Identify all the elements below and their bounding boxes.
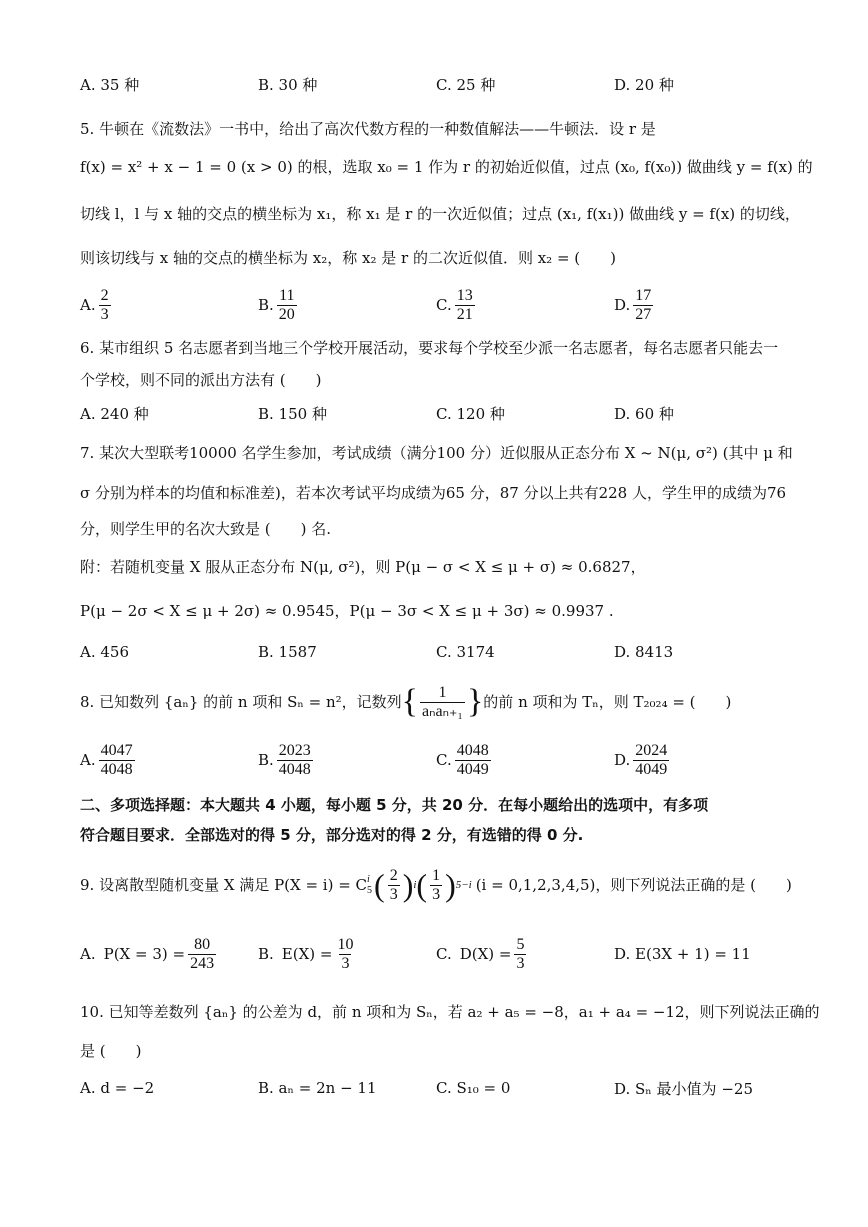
q10-option-c: C. S₁₀ = 0 [436,1079,511,1097]
right-brace: } [466,683,484,720]
fraction-denominator: 20 [278,305,295,323]
q6-line2: 个学校，则不同的派出方法有 ( ) [80,371,322,389]
q4-option-a: A. 35 种 [80,75,140,94]
fraction-numerator: 4048 [456,741,489,759]
left-paren: ( [374,867,385,903]
q9-option-c-expr: D(X) = [459,945,512,963]
q7-note-line1: 附：若随机变量 X 服从正态分布 N(μ, σ²)，则 P(μ − σ < X ≤ μ + σ) ≈ 0.6827， [80,558,646,576]
q5-option-b [258,285,300,325]
q6-option-b: B. 150 种 [258,404,327,423]
q8-prefix: 8. 已知数列 {aₙ} 的前 n 项和 Sₙ = n²，记数列 [80,693,402,711]
q8-option-c [436,740,494,780]
q7-note-line2: P(μ − 2σ < X ≤ μ + 2σ) ≈ 0.9545，P(μ − 3σ < X ≤ μ + 3σ) ≈ 0.9937 . [80,602,614,620]
combination-subscript: 5 [367,885,373,896]
fraction-denominator: 21 [456,305,473,323]
q9-prefix: 9. 设离散型随机变量 X 满足 P(X = i) = C [80,876,368,894]
fraction-denominator: 3 [432,885,441,903]
q10-option-b: B. aₙ = 2n − 11 [258,1079,377,1097]
q9-stem [80,862,792,908]
q9-factor-1 [374,867,416,904]
q8-option-c-fraction [455,742,491,779]
fraction-denominator: 4049 [456,760,489,778]
q6-options [80,393,800,433]
fraction-numerator: 2 [100,286,109,304]
q10-option-d: D. Sₙ 最小值为 −25 [614,1079,753,1098]
section2-heading-line1: 二、多项选择题：本大题共 4 小题，每小题 5 分，共 20 分．在每小题给出的选项中，有多项 [80,796,709,814]
fraction-denominator: 27 [635,305,652,323]
q5-option-a [80,285,114,325]
fraction-denominator: 4048 [100,760,133,778]
q8-option-a-label: A. [80,751,96,769]
q6-option-c: C. 120 种 [436,404,505,423]
q9-option-b [258,932,358,976]
q5-option-d-label: D. [614,296,631,314]
q9-option-c [436,932,529,976]
q8-option-a [80,740,138,780]
q7-line1: 7. 某次大型联考10000 名学生参加，考试成绩（满分100 分）近似服从正态分布 X ~ N(μ, σ²) (其中 μ 和 [80,444,793,462]
q9-factor-1-fraction [388,867,400,904]
q5-line1: 5. 牛顿在《流数法》一书中，给出了高次代数方程的一种数值解法——牛顿法．设 r 是 [80,120,656,138]
fraction-numerator: 4047 [100,741,133,759]
q10-line1: 10. 已知等差数列 {aₙ} 的公差为 d，前 n 项和为 Sₙ，若 a₂ + a₅ = −8，a₁ + a₄ = −12，则下列说法正确的 [80,1003,820,1021]
q9-suffix: (i = 0,1,2,3,4,5)，则下列说法正确的是 ( ) [475,876,792,894]
fraction-numerator: 13 [456,286,473,304]
fraction-denominator: 243 [190,954,215,972]
q8-option-d-label: D. [614,751,631,769]
fraction-numerator: 2024 [635,741,668,759]
q4-option-d: D. 20 种 [614,75,674,94]
q5-option-b-fraction [277,287,297,324]
q7-line3: 分，则学生甲的名次大致是 ( ) 名. [80,520,332,538]
q10-line2: 是 ( ) [80,1042,142,1060]
right-paren: ) [402,867,414,903]
q8-option-a-fraction [99,742,135,779]
q5-option-c-fraction [455,287,475,324]
q9-option-d: D. E(3X + 1) = 11 [614,945,751,963]
fraction-denominator: aₙaₙ₊₁ [421,702,463,720]
q4-option-b: B. 30 种 [258,75,318,94]
q9-option-b-fraction [335,936,355,973]
q9-option-c-fraction [514,936,526,973]
combination-superscript: i [367,874,370,885]
q8-option-c-label: C. [436,751,452,769]
q9-option-a-fraction [188,936,216,973]
q8-sequence [402,684,484,721]
q9-option-b-label: B. [258,945,274,963]
q9-combination-indices [367,874,372,896]
fraction-numerator: 2 [389,866,398,884]
q9-exponent-1: i [413,879,417,891]
q9-options [80,932,800,976]
q8-option-b-label: B. [258,751,274,769]
q6-line1: 6. 某市组织 5 名志愿者到当地三个学校开展活动，要求每个学校至少派一名志愿者，每名志愿者只能去一 [80,339,779,357]
q8-option-b [258,740,316,780]
left-paren: ( [416,867,428,903]
q9-exponent-2: 5−i [455,879,472,891]
fraction-denominator: 4049 [635,760,668,778]
q5-line3: 切线 l，l 与 x 轴的交点的横坐标为 x₁，称 x₁ 是 r 的一次近似值；过点 (x₁, f(x₁)) 做曲线 y = f(x) 的切线， [80,205,800,223]
q5-option-a-fraction [99,287,111,324]
q8-stem [80,680,731,724]
q9-option-c-label: C. [436,945,452,963]
fraction-denominator: 3 [516,954,525,972]
fraction-numerator: 5 [516,935,525,953]
q5-option-d-fraction [633,287,653,324]
q10-option-a: A. d = −2 [80,1079,155,1097]
q8-option-b-fraction [277,742,313,779]
q9-option-a [80,932,219,976]
q5-option-a-label: A. [80,296,96,314]
q5-line2: f(x) = x² + x − 1 = 0 (x > 0) 的根，选取 x₀ = 1 作为 r 的初始近似值，过点 (x₀, f(x₀)) 做曲线 y = f(x) 的 [80,158,813,176]
q5-option-d [614,285,656,325]
q9-factor-2 [416,867,471,904]
q9-option-a-expr: P(X = 3) = [103,945,186,963]
q7-option-c: C. 3174 [436,643,495,661]
q8-option-d [614,740,672,780]
fraction-denominator: 3 [389,885,398,903]
fraction-numerator: 1 [432,866,441,884]
q5-option-c [436,285,478,325]
q5-option-b-label: B. [258,296,274,314]
q5-options [80,285,800,325]
q7-option-d: D. 8413 [614,643,674,661]
fraction-numerator: 11 [279,286,295,304]
right-paren: ) [445,867,456,903]
q7-option-b: B. 1587 [258,643,317,661]
fraction-numerator: 1 [438,683,447,701]
q8-option-d-fraction [633,742,669,779]
q7-options [80,632,800,672]
fraction-numerator: 2023 [278,741,311,759]
q8-options [80,740,800,780]
fraction-denominator: 4048 [278,760,311,778]
q5-line4: 则该切线与 x 轴的交点的横坐标为 x₂，称 x₂ 是 r 的二次近似值．则 x₂ = ( ) [80,249,617,267]
q8-suffix: 的前 n 项和为 Tₙ，则 T₂₀₂₄ = ( ) [483,693,732,711]
q7-line2: σ 分别为样本的均值和标准差)，若本次考试平均成绩为65 分，87 分以上共有228 人，学生甲的成绩为76 [80,484,787,502]
q6-option-a: A. 240 种 [80,404,149,423]
q4-option-c: C. 25 种 [436,75,496,94]
left-brace: { [401,683,418,720]
q6-option-d: D. 60 种 [614,404,674,423]
fraction-denominator: 3 [100,305,109,323]
q9-option-a-label: A. [80,945,96,963]
q10-options [80,1068,800,1108]
fraction-numerator: 10 [337,935,354,953]
fraction-numerator: 80 [194,935,211,953]
fraction-denominator: 3 [341,954,350,972]
q9-option-b-expr: E(X) = [281,945,333,963]
section2-heading-line2: 符合题目要求．全部选对的得 5 分，部分选对的得 2 分，有选错的得 0 分. [80,826,584,844]
q7-option-a: A. 456 [80,643,129,661]
q5-option-c-label: C. [436,296,452,314]
q4-options [80,64,800,104]
q8-sequence-fraction [420,684,465,721]
q9-factor-2-fraction [430,867,442,904]
fraction-numerator: 17 [635,286,652,304]
